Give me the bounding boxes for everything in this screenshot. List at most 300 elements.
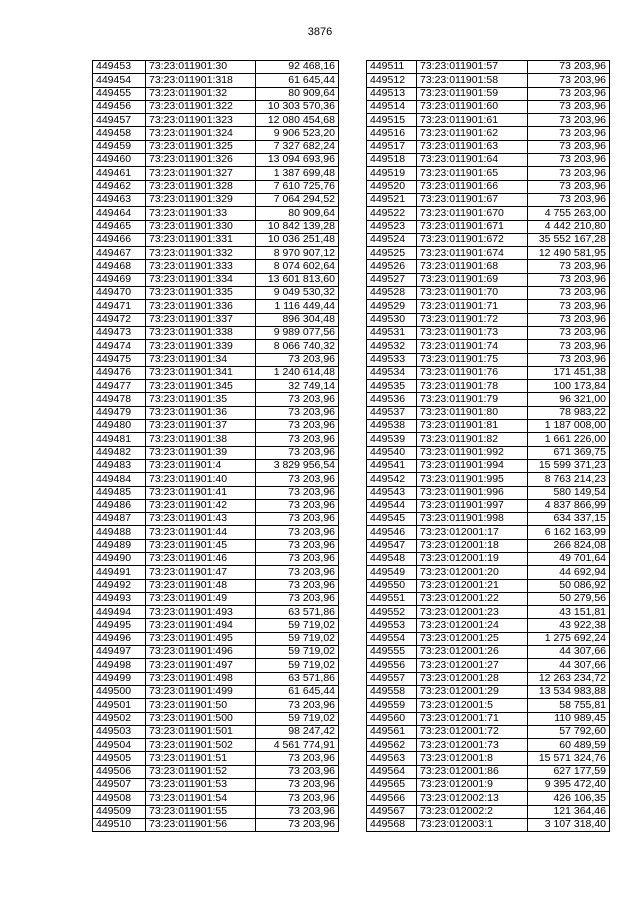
cadastral-value: 73 203,96 [528, 260, 610, 273]
table-row [93, 287, 339, 300]
row-number: 449503 [93, 725, 146, 738]
table-row [367, 313, 610, 326]
table-row [367, 552, 610, 565]
cadastral-number: 73:23:011901:323 [146, 114, 256, 127]
cadastral-number: 73:23:011901:57 [417, 61, 528, 74]
row-number: 449490 [93, 552, 146, 565]
cadastral-value: 73 203,96 [256, 406, 339, 419]
cadastral-number: 73:23:011901:69 [417, 273, 528, 286]
row-number: 449476 [93, 366, 146, 379]
cadastral-number: 73:23:012001:25 [417, 632, 528, 645]
cadastral-number: 73:23:011901:322 [146, 100, 256, 113]
row-number: 449537 [367, 406, 417, 419]
cadastral-value: 43 922,38 [528, 619, 610, 632]
table-row [367, 61, 610, 74]
cadastral-number: 73:23:011901:80 [417, 406, 528, 419]
left-table-body [93, 61, 339, 832]
table-row [367, 566, 610, 579]
cadastral-number: 73:23:012001:27 [417, 659, 528, 672]
table-row [93, 579, 339, 592]
cadastral-number: 73:23:011901:994 [417, 459, 528, 472]
cadastral-number: 73:23:011901:493 [146, 606, 256, 619]
row-number: 449543 [367, 486, 417, 499]
table-row [93, 114, 339, 127]
table-row [367, 818, 610, 831]
row-number: 449520 [367, 180, 417, 193]
cadastral-value: 73 203,96 [256, 765, 339, 778]
cadastral-value: 61 645,44 [256, 74, 339, 87]
row-number: 449559 [367, 699, 417, 712]
row-number: 449478 [93, 393, 146, 406]
table-row [367, 646, 610, 659]
cadastral-number: 73:23:012001:20 [417, 566, 528, 579]
table-row [93, 459, 339, 472]
cadastral-value: 9 989 077,56 [256, 326, 339, 339]
cadastral-value: 73 203,96 [528, 127, 610, 140]
table-row [367, 260, 610, 273]
cadastral-value: 426 106,35 [528, 792, 610, 805]
table-row [93, 699, 339, 712]
row-number: 449485 [93, 486, 146, 499]
cadastral-value: 896 304,48 [256, 313, 339, 326]
table-row [93, 818, 339, 831]
cadastral-value: 110 989,45 [528, 712, 610, 725]
table-row [367, 526, 610, 539]
cadastral-value: 73 203,96 [528, 180, 610, 193]
row-number: 449515 [367, 114, 417, 127]
cadastral-number: 73:23:012001:23 [417, 606, 528, 619]
row-number: 449529 [367, 300, 417, 313]
table-row [367, 459, 610, 472]
table-row [93, 380, 339, 393]
cadastral-number: 73:23:011901:495 [146, 632, 256, 645]
cadastral-number: 73:23:011901:674 [417, 247, 528, 260]
cadastral-value: 73 203,96 [528, 87, 610, 100]
row-number: 449557 [367, 672, 417, 685]
table-row [367, 340, 610, 353]
cadastral-value: 80 909,64 [256, 207, 339, 220]
row-number: 449494 [93, 606, 146, 619]
cadastral-value: 59 719,02 [256, 632, 339, 645]
row-number: 449553 [367, 619, 417, 632]
cadastral-number: 73:23:012001:22 [417, 592, 528, 605]
cadastral-number: 73:23:012001:29 [417, 685, 528, 698]
table-row [367, 473, 610, 486]
cadastral-number: 73:23:011901:54 [146, 792, 256, 805]
row-number: 449530 [367, 313, 417, 326]
cadastral-number: 73:23:011901:64 [417, 154, 528, 167]
cadastral-number: 73:23:011901:51 [146, 752, 256, 765]
cadastral-value: 1 275 692,24 [528, 632, 610, 645]
cadastral-number: 73:23:011901:35 [146, 393, 256, 406]
cadastral-number: 73:23:012003:1 [417, 818, 528, 831]
table-row [367, 220, 610, 233]
row-number: 449558 [367, 685, 417, 698]
row-number: 449479 [93, 406, 146, 419]
table-row [367, 74, 610, 87]
row-number: 449484 [93, 473, 146, 486]
table-row [367, 672, 610, 685]
table-row [367, 659, 610, 672]
row-number: 449461 [93, 167, 146, 180]
cadastral-number: 73:23:011901:59 [417, 87, 528, 100]
cadastral-value: 12 080 454,68 [256, 114, 339, 127]
cadastral-value: 9 906 523,20 [256, 127, 339, 140]
row-number: 449466 [93, 233, 146, 246]
cadastral-value: 13 601 813,60 [256, 273, 339, 286]
table-row [93, 433, 339, 446]
cadastral-number: 73:23:011901:47 [146, 566, 256, 579]
table-row [93, 792, 339, 805]
cadastral-value: 9 049 530,32 [256, 287, 339, 300]
row-number: 449474 [93, 340, 146, 353]
cadastral-value: 9 395 472,40 [528, 779, 610, 792]
cadastral-value: 3 107 318,40 [528, 818, 610, 831]
table-row [93, 632, 339, 645]
table-row [93, 552, 339, 565]
cadastral-value: 63 571,86 [256, 672, 339, 685]
cadastral-value: 13 534 983,88 [528, 685, 610, 698]
cadastral-value: 73 203,96 [256, 792, 339, 805]
table-row [367, 87, 610, 100]
cadastral-number: 73:23:011901:37 [146, 420, 256, 433]
cadastral-number: 73:23:011901:329 [146, 193, 256, 206]
table-row [93, 672, 339, 685]
table-row [93, 805, 339, 818]
cadastral-number: 73:23:011901:44 [146, 526, 256, 539]
cadastral-value: 15 571 324,76 [528, 752, 610, 765]
cadastral-number: 73:23:011901:74 [417, 340, 528, 353]
cadastral-value: 73 203,96 [256, 539, 339, 552]
cadastral-value: 73 203,96 [528, 74, 610, 87]
cadastral-value: 1 240 614,48 [256, 366, 339, 379]
row-number: 449487 [93, 513, 146, 526]
row-number: 449457 [93, 114, 146, 127]
cadastral-value: 73 203,96 [256, 526, 339, 539]
cadastral-value: 59 719,02 [256, 619, 339, 632]
table-row [367, 592, 610, 605]
table-row [93, 100, 339, 113]
table-row [93, 486, 339, 499]
cadastral-number: 73:23:011901:48 [146, 579, 256, 592]
table-row [93, 154, 339, 167]
cadastral-value: 32 749,14 [256, 380, 339, 393]
table-row [93, 513, 339, 526]
row-number: 449481 [93, 433, 146, 446]
table-row [367, 127, 610, 140]
row-number: 449555 [367, 646, 417, 659]
row-number: 449550 [367, 579, 417, 592]
row-number: 449497 [93, 646, 146, 659]
row-number: 449459 [93, 140, 146, 153]
cadastral-value: 73 203,96 [528, 353, 610, 366]
cadastral-value: 44 307,66 [528, 659, 610, 672]
row-number: 449519 [367, 167, 417, 180]
cadastral-number: 73:23:011901:75 [417, 353, 528, 366]
table-row [367, 499, 610, 512]
table-row [93, 646, 339, 659]
cadastral-number: 73:23:011901:341 [146, 366, 256, 379]
row-number: 449525 [367, 247, 417, 260]
row-number: 449549 [367, 566, 417, 579]
cadastral-number: 73:23:011901:333 [146, 260, 256, 273]
cadastral-value: 627 177,59 [528, 765, 610, 778]
row-number: 449527 [367, 273, 417, 286]
cadastral-number: 73:23:011901:34 [146, 353, 256, 366]
cadastral-value: 12 490 581,95 [528, 247, 610, 260]
table-row [367, 752, 610, 765]
cadastral-number: 73:23:011901:334 [146, 273, 256, 286]
cadastral-value: 59 719,02 [256, 712, 339, 725]
row-number: 449542 [367, 473, 417, 486]
cadastral-value: 73 203,96 [528, 287, 610, 300]
cadastral-number: 73:23:011901:498 [146, 672, 256, 685]
row-number: 449502 [93, 712, 146, 725]
row-number: 449472 [93, 313, 146, 326]
cadastral-value: 6 162 163,99 [528, 526, 610, 539]
row-number: 449492 [93, 579, 146, 592]
cadastral-value: 7 064 294,52 [256, 193, 339, 206]
table-row [367, 739, 610, 752]
row-number: 449565 [367, 779, 417, 792]
cadastral-number: 73:23:011901:997 [417, 499, 528, 512]
cadastral-value: 80 909,64 [256, 87, 339, 100]
cadastral-value: 73 203,96 [256, 566, 339, 579]
cadastral-value: 43 151,81 [528, 606, 610, 619]
row-number: 449455 [93, 87, 146, 100]
cadastral-number: 73:23:011901:66 [417, 180, 528, 193]
cadastral-value: 73 203,96 [256, 446, 339, 459]
cadastral-value: 8 970 907,12 [256, 247, 339, 260]
table-row [367, 792, 610, 805]
cadastral-number: 73:23:011901:332 [146, 247, 256, 260]
row-number: 449544 [367, 499, 417, 512]
cadastral-number: 73:23:011901:72 [417, 313, 528, 326]
cadastral-value: 13 094 693,96 [256, 154, 339, 167]
cadastral-number: 73:23:011901:502 [146, 739, 256, 752]
cadastral-number: 73:23:011901:55 [146, 805, 256, 818]
table-row [367, 247, 610, 260]
row-number: 449562 [367, 739, 417, 752]
cadastral-value: 1 187 008,00 [528, 420, 610, 433]
cadastral-number: 73:23:011901:338 [146, 326, 256, 339]
row-number: 449486 [93, 499, 146, 512]
row-number: 449463 [93, 193, 146, 206]
cadastral-value: 57 792,60 [528, 725, 610, 738]
row-number: 449471 [93, 300, 146, 313]
cadastral-value: 73 203,96 [528, 273, 610, 286]
cadastral-value: 78 983,22 [528, 406, 610, 419]
row-number: 449568 [367, 818, 417, 831]
row-number: 449566 [367, 792, 417, 805]
cadastral-value: 4 755 263,00 [528, 207, 610, 220]
row-number: 449507 [93, 779, 146, 792]
table-row [93, 539, 339, 552]
row-number: 449512 [367, 74, 417, 87]
cadastral-value: 73 203,96 [528, 167, 610, 180]
table-row [367, 366, 610, 379]
cadastral-value: 73 203,96 [256, 486, 339, 499]
cadastral-value: 4 837 866,99 [528, 499, 610, 512]
table-row [93, 87, 339, 100]
row-number: 449473 [93, 326, 146, 339]
row-number: 449516 [367, 127, 417, 140]
cadastral-value: 73 203,96 [256, 779, 339, 792]
table-row [367, 287, 610, 300]
cadastral-number: 73:23:011901:33 [146, 207, 256, 220]
cadastral-number: 73:23:011901:71 [417, 300, 528, 313]
cadastral-number: 73:23:011901:324 [146, 127, 256, 140]
cadastral-number: 73:23:012001:71 [417, 712, 528, 725]
table-row [93, 725, 339, 738]
table-row [367, 765, 610, 778]
cadastral-value: 7 327 682,24 [256, 140, 339, 153]
cadastral-number: 73:23:011901:995 [417, 473, 528, 486]
table-row [367, 100, 610, 113]
row-number: 449483 [93, 459, 146, 472]
row-number: 449533 [367, 353, 417, 366]
table-row [93, 61, 339, 74]
cadastral-value: 10 036 251,48 [256, 233, 339, 246]
table-row [93, 592, 339, 605]
row-number: 449563 [367, 752, 417, 765]
table-row [93, 473, 339, 486]
table-row [367, 353, 610, 366]
cadastral-number: 73:23:011901:52 [146, 765, 256, 778]
cadastral-number: 73:23:011901:501 [146, 725, 256, 738]
cadastral-number: 73:23:011901:67 [417, 193, 528, 206]
cadastral-number: 73:23:011901:30 [146, 61, 256, 74]
row-number: 449535 [367, 380, 417, 393]
cadastral-number: 73:23:011901:992 [417, 446, 528, 459]
cadastral-value: 92 468,16 [256, 61, 339, 74]
row-number: 449523 [367, 220, 417, 233]
cadastral-value: 266 824,08 [528, 539, 610, 552]
table-row [93, 260, 339, 273]
row-number: 449538 [367, 420, 417, 433]
cadastral-value: 73 203,96 [528, 61, 610, 74]
cadastral-number: 73:23:011901:328 [146, 180, 256, 193]
cadastral-number: 73:23:012001:18 [417, 539, 528, 552]
row-number: 449534 [367, 366, 417, 379]
row-number: 449495 [93, 619, 146, 632]
cadastral-number: 73:23:011901:63 [417, 140, 528, 153]
cadastral-number: 73:23:011901:78 [417, 380, 528, 393]
row-number: 449547 [367, 539, 417, 552]
cadastral-number: 73:23:012002:2 [417, 805, 528, 818]
row-number: 449488 [93, 526, 146, 539]
table-row [367, 712, 610, 725]
table-row [93, 180, 339, 193]
table-row [367, 167, 610, 180]
cadastral-value: 10 842 139,28 [256, 220, 339, 233]
cadastral-number: 73:23:011901:61 [417, 114, 528, 127]
cadastral-number: 73:23:011901:671 [417, 220, 528, 233]
table-row [93, 207, 339, 220]
cadastral-number: 73:23:011901:46 [146, 552, 256, 565]
cadastral-number: 73:23:012001:8 [417, 752, 528, 765]
table-row [367, 420, 610, 433]
row-number: 449506 [93, 765, 146, 778]
row-number: 449482 [93, 446, 146, 459]
cadastral-value: 59 719,02 [256, 646, 339, 659]
table-row [93, 247, 339, 260]
table-row [93, 74, 339, 87]
table-row [93, 273, 339, 286]
cadastral-value: 50 086,92 [528, 579, 610, 592]
cadastral-value: 4 561 774,91 [256, 739, 339, 752]
cadastral-number: 73:23:011901:49 [146, 592, 256, 605]
cadastral-value: 73 203,96 [256, 433, 339, 446]
cadastral-number: 73:23:011901:497 [146, 659, 256, 672]
cadastral-value: 12 263 234,72 [528, 672, 610, 685]
cadastral-number: 73:23:012001:86 [417, 765, 528, 778]
table-row [367, 446, 610, 459]
cadastral-number: 73:23:011901:62 [417, 127, 528, 140]
cadastral-number: 73:23:011901:335 [146, 287, 256, 300]
table-row [367, 406, 610, 419]
cadastral-number: 73:23:011901:998 [417, 513, 528, 526]
table-row [367, 632, 610, 645]
cadastral-number: 73:23:012001:17 [417, 526, 528, 539]
table-row [93, 366, 339, 379]
cadastral-number: 73:23:011901:330 [146, 220, 256, 233]
cadastral-number: 73:23:011901:336 [146, 300, 256, 313]
cadastral-number: 73:23:011901:76 [417, 366, 528, 379]
cadastral-value: 15 599 371,23 [528, 459, 610, 472]
row-number: 449531 [367, 326, 417, 339]
cadastral-value: 96 321,00 [528, 393, 610, 406]
row-number: 449475 [93, 353, 146, 366]
row-number: 449509 [93, 805, 146, 818]
row-number: 449456 [93, 100, 146, 113]
cadastral-value: 8 763 214,23 [528, 473, 610, 486]
table-row [367, 513, 610, 526]
cadastral-number: 73:23:012001:26 [417, 646, 528, 659]
cadastral-number: 73:23:011901:4 [146, 459, 256, 472]
table-row [93, 566, 339, 579]
cadastral-value: 73 203,96 [256, 805, 339, 818]
cadastral-number: 73:23:011901:339 [146, 340, 256, 353]
cadastral-value: 73 203,96 [256, 393, 339, 406]
cadastral-value: 50 279,56 [528, 592, 610, 605]
cadastral-value: 73 203,96 [528, 140, 610, 153]
cadastral-number: 73:23:011901:81 [417, 420, 528, 433]
cadastral-value: 60 489,59 [528, 739, 610, 752]
cadastral-value: 61 645,44 [256, 685, 339, 698]
row-number: 449489 [93, 539, 146, 552]
cadastral-number: 73:23:011901:32 [146, 87, 256, 100]
cadastral-number: 73:23:011901:499 [146, 685, 256, 698]
table-row [93, 313, 339, 326]
cadastral-value: 10 303 570,36 [256, 100, 339, 113]
table-row [367, 140, 610, 153]
row-number: 449560 [367, 712, 417, 725]
cadastral-number: 73:23:011901:43 [146, 513, 256, 526]
table-row [367, 579, 610, 592]
cadastral-number: 73:23:011901:500 [146, 712, 256, 725]
cadastral-value: 73 203,96 [256, 499, 339, 512]
cadastral-value: 1 116 449,44 [256, 300, 339, 313]
cadastral-value: 7 610 725,76 [256, 180, 339, 193]
table-row [367, 233, 610, 246]
table-row [93, 765, 339, 778]
row-number: 449464 [93, 207, 146, 220]
row-number: 449491 [93, 566, 146, 579]
cadastral-number: 73:23:011901:70 [417, 287, 528, 300]
row-number: 449541 [367, 459, 417, 472]
table-row [93, 193, 339, 206]
